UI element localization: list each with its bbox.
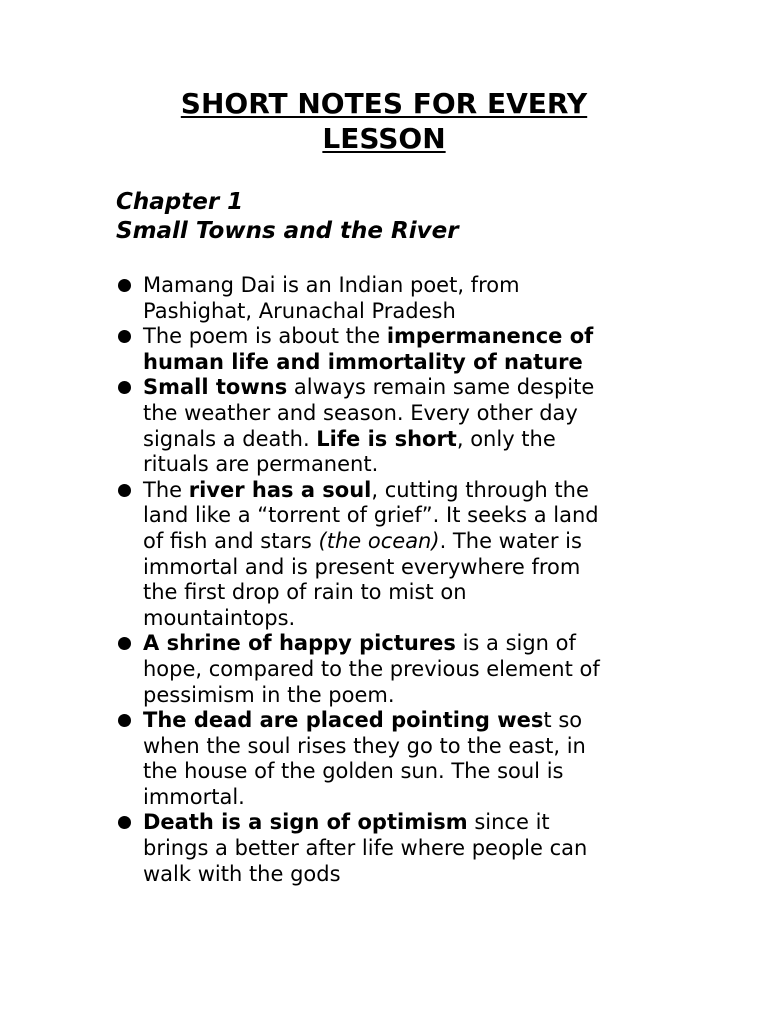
list-item: The poem is about the impermanence of human life and immortality of nature <box>116 324 661 375</box>
bullet-icon <box>118 637 131 650</box>
page-title <box>100 86 668 156</box>
bullet-icon <box>118 484 131 497</box>
bullet-icon <box>118 330 131 343</box>
bullet-icon <box>118 816 131 829</box>
list-item: Death is a sign of optimism since it brings a better after life where people can walk with the gods <box>116 810 661 887</box>
chapter-title: Small Towns and the River <box>116 217 459 244</box>
list-item: Small towns always remain same despite the weather and season. Every other day signals a death. Life is short, only the rituals are permanent. <box>116 375 661 477</box>
list-item: Mamang Dai is an Indian poet, from Pashighat, Arunachal Pradesh <box>116 273 661 324</box>
list-item: The dead are placed pointing west so when the soul rises they go to the east, in the house of the golden sun. The soul is immortal. <box>116 708 661 810</box>
list-item: The river has a soul, cutting through the land like a “torrent of grief”. It seeks a land of fish and stars (the ocean). The water is immortal and is present everywhere from the first drop of rain to mist on mountaintops. <box>116 478 661 632</box>
page-title-line-1: SHORT NOTES FOR EVERY <box>180 87 588 120</box>
bullet-icon <box>118 714 131 727</box>
bullet-icon <box>118 279 131 292</box>
bullet-icon <box>118 381 131 394</box>
list-item: A shrine of happy pictures is a sign of hope, compared to the previous element of pessimism in the poem. <box>116 631 661 708</box>
chapter-heading <box>116 188 459 245</box>
notes-list <box>116 273 661 887</box>
page-title-line-2: LESSON <box>322 122 446 155</box>
chapter-label: Chapter 1 <box>116 189 244 215</box>
